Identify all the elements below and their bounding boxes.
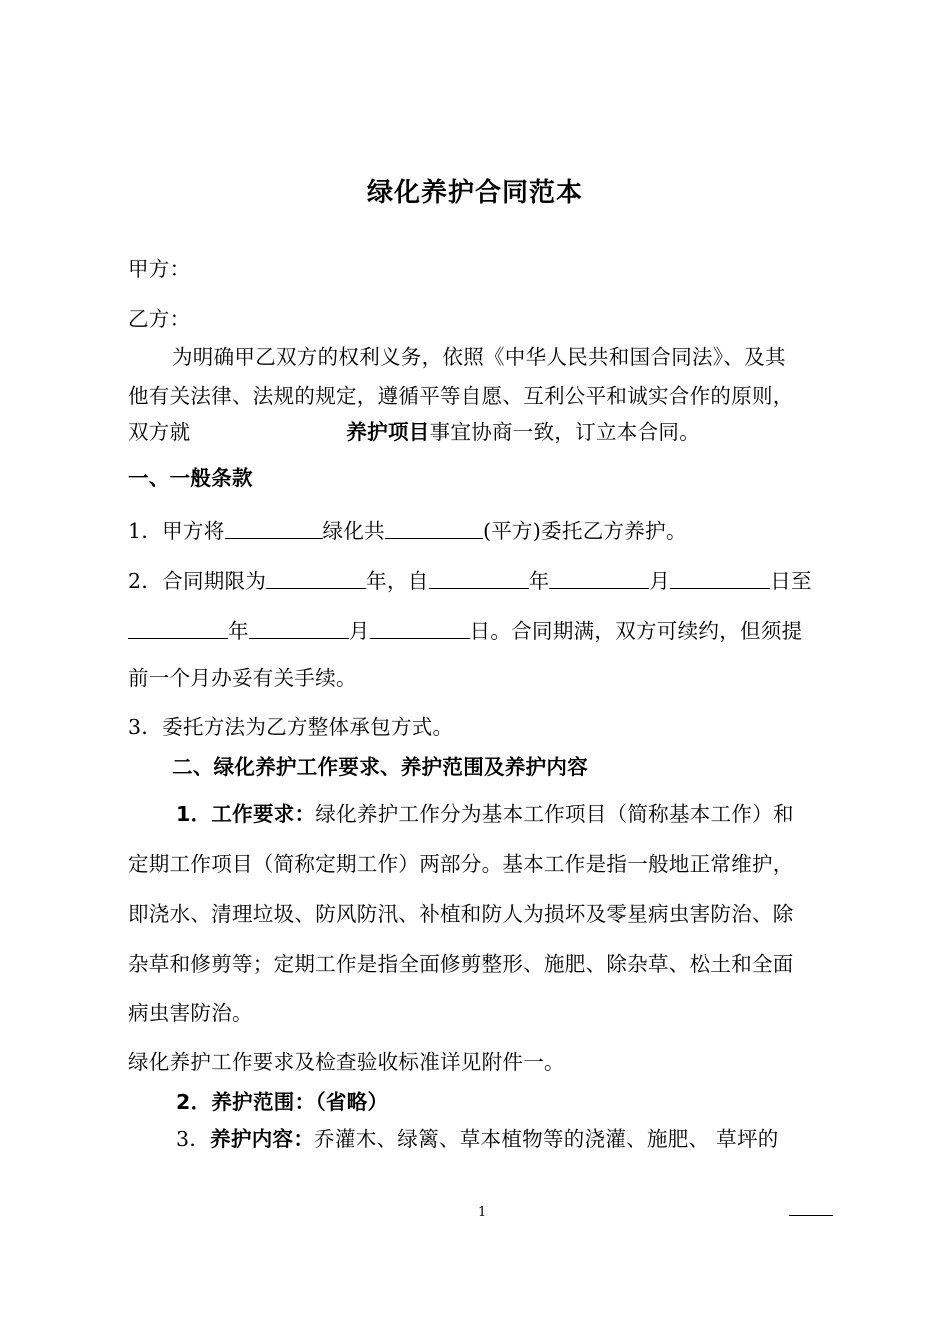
clause-2-text-a: 2．合同期限为 bbox=[128, 569, 267, 593]
section-1-heading: 一、一般条款 bbox=[128, 466, 253, 490]
blank-field bbox=[225, 516, 323, 539]
maintenance-scope-label: 2．养护范围： bbox=[176, 1090, 316, 1114]
maintenance-content-line bbox=[176, 1125, 779, 1153]
intro-line-1: 为明确甲乙双方的权利义务，依照《中华人民共和国合同法》、及其 bbox=[172, 345, 786, 369]
section-2-heading: 二、绿化养护工作要求、养护范围及养护内容 bbox=[172, 755, 588, 779]
blank-field bbox=[128, 616, 228, 639]
clause-1-text-c: (平方)委托乙方养护。 bbox=[482, 519, 687, 543]
clause-1-text-b: 绿化共 bbox=[322, 519, 385, 543]
clause-2-text-e: 日至 bbox=[770, 569, 812, 593]
clause-2-end: 前一个月办妥有关手续。 bbox=[128, 666, 357, 690]
work-requirements-line-5: 病虫害防治。 bbox=[128, 1001, 253, 1025]
maintenance-content-label: 养护内容： bbox=[210, 1127, 315, 1151]
work-requirements-line-3: 即浇水、清理垃圾、防风防汛、补植和防人为损坏及零星病虫害防治、除 bbox=[128, 902, 794, 926]
party-b-line: 乙方： bbox=[128, 307, 191, 331]
clause-1 bbox=[128, 515, 687, 545]
work-requirements-label: 1．工作要求： bbox=[176, 802, 316, 826]
footer-rule bbox=[789, 1215, 833, 1216]
intro-line-3 bbox=[128, 418, 700, 446]
intro-text-pre: 双方就 bbox=[128, 420, 191, 444]
clause-2-text-d: 月 bbox=[649, 569, 671, 593]
work-requirements-line-2: 定期工作项目（简称定期工作）两部分。基本工作是指一般地正常维护， bbox=[128, 852, 794, 876]
blank-field bbox=[670, 566, 770, 589]
work-requirements-text: 绿化养护工作分为基本工作项目（简称基本工作）和 bbox=[315, 802, 794, 826]
work-requirements-line-4: 杂草和修剪等；定期工作是指全面修剪整形、施肥、除杂草、松土和全面 bbox=[128, 952, 794, 976]
clause-2-continued bbox=[128, 615, 802, 645]
intro-text-bold: 养护项目 bbox=[346, 420, 430, 444]
document-title: 绿化养护合同范本 bbox=[366, 178, 583, 208]
clause-3: 3．委托方法为乙方整体承包方式。 bbox=[128, 715, 454, 739]
clause-2-text-h: 日。合同期满，双方可续约，但须提 bbox=[469, 619, 803, 643]
page-number: 1 bbox=[478, 1205, 487, 1220]
blank-field bbox=[266, 566, 366, 589]
blank-field bbox=[429, 566, 529, 589]
clause-2 bbox=[128, 565, 812, 595]
intro-line-2: 他有关法律、法规的规定，遵循平等自愿、互利公平和诚实合作的原则， bbox=[128, 384, 794, 408]
clause-2-text-f: 年 bbox=[228, 619, 249, 643]
blank-field bbox=[549, 566, 649, 589]
maintenance-scope-line bbox=[176, 1088, 388, 1116]
maintenance-content-text: 乔灌木、绿篱、草本植物等的浇灌、施肥、 草坪的 bbox=[314, 1127, 779, 1151]
party-a-line: 甲方： bbox=[128, 257, 191, 281]
clause-2-text-g: 月 bbox=[348, 619, 370, 643]
work-requirements-line-1 bbox=[176, 800, 794, 828]
maintenance-scope-value: （省略） bbox=[315, 1090, 389, 1114]
appendix-note: 绿化养护工作要求及检查验收标准详见附件一。 bbox=[128, 1050, 565, 1074]
blank-field bbox=[249, 616, 349, 639]
blank-field bbox=[370, 616, 470, 639]
intro-text-post: 事宜协商一致，订立本合同。 bbox=[429, 420, 701, 444]
clause-2-text-c: 年 bbox=[528, 569, 550, 593]
clause-2-text-b: 年，自 bbox=[366, 569, 429, 593]
clause-1-text-a: 1．甲方将 bbox=[128, 519, 225, 543]
maintenance-content-number: 3． bbox=[176, 1127, 211, 1151]
blank-field bbox=[385, 516, 483, 539]
